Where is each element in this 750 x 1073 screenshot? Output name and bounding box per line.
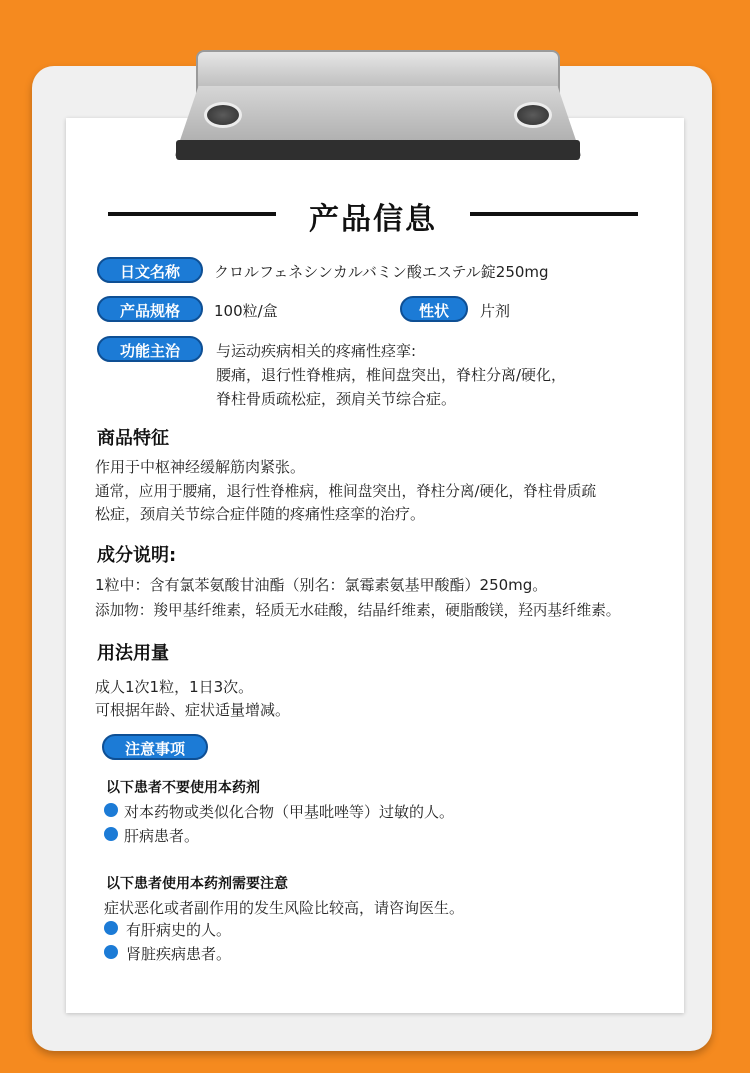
page-title: 产品信息 <box>309 202 437 237</box>
function-line: 与运动疾病相关的疼痛性痉挛: <box>216 342 417 360</box>
function-label: 功能主治 <box>97 336 203 362</box>
jp-name-value: クロルフェネシンカルバミン酸エステル錠250mg <box>214 263 549 281</box>
clip-base <box>176 140 580 160</box>
jp-name-label: 日文名称 <box>97 257 203 283</box>
usage-heading: 用法用量 <box>97 643 169 664</box>
usage-line: 成人1次1粒，1日3次。 <box>95 678 254 696</box>
function-line: 脊柱骨质疏松症，颈肩关节综合症。 <box>216 390 457 408</box>
form-value: 片剂 <box>480 302 511 320</box>
spec-value: 100粒/盒 <box>214 302 278 320</box>
cautions-group1-item: 肝病患者。 <box>124 827 200 845</box>
bullet-dot <box>104 921 118 935</box>
clip-hole-right <box>514 102 552 128</box>
cautions-group2-item: 肾脏疾病患者。 <box>126 945 232 963</box>
features-line: 作用于中枢神经缓解筋肉紧张。 <box>95 458 306 476</box>
ingredients-heading: 成分说明: <box>97 545 177 566</box>
title-rule-right <box>470 212 638 216</box>
cautions-group2-title: 以下患者使用本药剂需要注意 <box>106 876 288 892</box>
clip-hole-left <box>204 102 242 128</box>
cautions-label: 注意事项 <box>102 734 208 760</box>
bullet-dot <box>104 945 118 959</box>
features-line: 松症，颈肩关节综合症伴随的疼痛性痉挛的治疗。 <box>95 505 426 523</box>
clipboard-clip <box>174 50 582 160</box>
features-line: 通常，应用于腰痛，退行性脊椎病，椎间盘突出，脊柱分离/硬化，脊柱骨质疏 <box>95 483 597 500</box>
cautions-group2-item: 有肝病史的人。 <box>126 921 232 939</box>
ingredients-line: 添加物：羧甲基纤维素，轻质无水硅酸，结晶纤维素，硬脂酸镁，羟丙基纤维素。 <box>95 602 621 619</box>
cautions-group1-title: 以下患者不要使用本药剂 <box>106 780 260 796</box>
title-bar <box>108 194 638 237</box>
ingredients-line: 1粒中：含有氯苯氨酸甘油酯（别名：氯霉素氨基甲酸酯）250mg。 <box>95 576 548 594</box>
features-heading: 商品特征 <box>97 428 169 449</box>
bullet-dot <box>104 803 118 817</box>
spec-label: 产品规格 <box>97 296 203 322</box>
form-label: 性状 <box>400 296 468 322</box>
usage-line: 可根据年龄、症状适量增减。 <box>95 701 291 719</box>
bullet-dot <box>104 827 118 841</box>
cautions-group1-item: 对本药物或类似化合物（甲基吡唑等）过敏的人。 <box>124 803 455 821</box>
cautions-group2-note: 症状恶化或者副作用的发生风险比较高，请咨询医生。 <box>104 899 465 917</box>
function-line: 腰痛，退行性脊椎病，椎间盘突出，脊柱分离/硬化， <box>216 366 567 384</box>
